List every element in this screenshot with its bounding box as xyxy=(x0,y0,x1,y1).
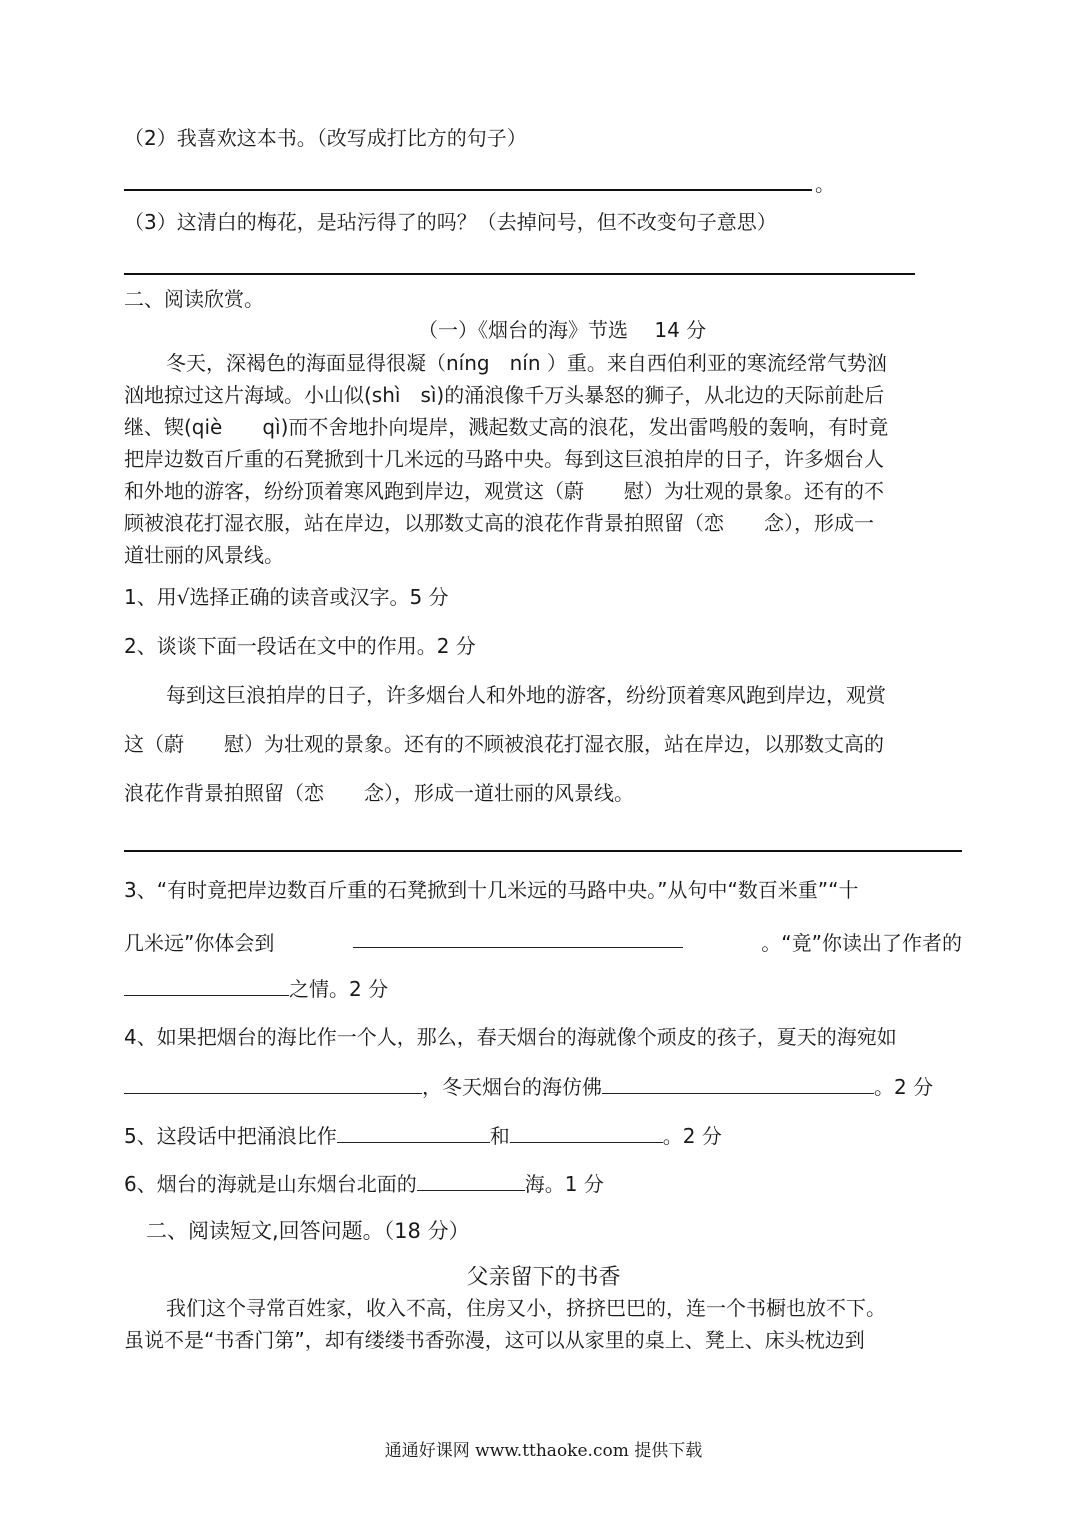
passage-line: 把岸边数百斤重的石凳掀到十几米远的马路中央。每到这巨浪拍岸的日子，许多烟台人 xyxy=(124,447,884,471)
question-4-line1: 4、如果把烟台的海比作一个人，那么，春天烟台的海就像个顽皮的孩子，夏天的海宛如 xyxy=(124,1025,897,1049)
question-3-rewrite-prompt: （3）这清白的梅花，是玷污得了的吗？（去掉问号，但不改变句子意思） xyxy=(124,210,777,234)
question-3-text-a: 几米远”你体会到 xyxy=(124,931,275,955)
question-2-rewrite-prompt: （2）我喜欢这本书。（改写成打比方的句子） xyxy=(124,126,527,150)
passage-title-yantai-sea: （一）《烟台的海》节选 14 分 xyxy=(418,318,707,342)
question-5-text-c: 。2 分 xyxy=(662,1124,722,1148)
passage-line: 冬天，深褐色的海面显得很凝（níng nín ）重。来自西伯利亚的寒流经常气势汹 xyxy=(166,351,887,375)
quote-line: 每到这巨浪拍岸的日子，许多烟台人和外地的游客，纷纷顶着寒风跑到岸边，观赏 xyxy=(166,683,886,707)
question-2: 2、谈谈下面一段话在文中的作用。2 分 xyxy=(124,634,476,658)
answer-line-q2[interactable] xyxy=(124,189,812,191)
passage-line: 虽说不是“书香门第”，却有缕缕书香弥漫，这可以从家里的桌上、凳上、床头枕边到 xyxy=(124,1328,865,1352)
blank-q3-feel[interactable] xyxy=(353,927,683,948)
section-heading-reading-appreciation: 二、阅读欣赏。 xyxy=(124,287,264,311)
answer-line-q2-end: 。 xyxy=(815,172,835,196)
question-3-line3 xyxy=(124,975,388,1001)
question-6-text-a: 6、烟台的海就是山东烟台北面的 xyxy=(124,1172,417,1196)
question-4-text-mid: ，冬天烟台的海仿佛 xyxy=(422,1075,602,1099)
question-6-text-b: 海。1 分 xyxy=(524,1172,604,1196)
quote-line: 浪花作背景拍照留（恋 念），形成一道壮丽的风景线。 xyxy=(124,781,634,805)
quote-line: 这（蔚 慰）为壮观的景象。还有的不顾被浪花打湿衣服，站在岸边，以那数丈高的 xyxy=(124,732,884,756)
question-3-text-b: 。“竟”你读出了作者的 xyxy=(761,931,962,955)
section-heading-short-reading: 二、阅读短文,回答问题。（18 分） xyxy=(146,1219,470,1243)
blank-q3-emotion[interactable] xyxy=(124,975,289,996)
blank-q6-sea[interactable] xyxy=(417,1170,525,1191)
question-5-text-a: 5、这段话中把涌浪比作 xyxy=(124,1124,337,1148)
footer-source-note: 通通好课网 www.tthaoke.com 提供下载 xyxy=(384,1441,703,1461)
question-5-text-b: 和 xyxy=(489,1124,510,1148)
question-5 xyxy=(124,1122,722,1148)
question-1: 1、用√选择正确的读音或汉字。5 分 xyxy=(124,585,449,609)
passage-line: 汹地掠过这片海域。小山似(shì sì)的涌浪像千万头暴怒的狮子，从北边的天际前赴后 xyxy=(124,383,885,407)
question-3-text-c: 之情。2 分 xyxy=(289,977,389,1001)
answer-line-question-2[interactable] xyxy=(124,850,962,852)
passage-title-father-book-fragrance: 父亲留下的书香 xyxy=(466,1265,621,1290)
passage-line: 顾被浪花打湿衣服，站在岸边，以那数丈高的浪花作背景拍照留（恋 念），形成一 xyxy=(124,511,874,535)
passage-line: 和外地的游客，纷纷顶着寒风跑到岸边，观赏这（蔚 慰）为壮观的景象。还有的不 xyxy=(124,479,884,503)
passage-line: 我们这个寻常百姓家，收入不高，住房又小，挤挤巴巴的，连一个书橱也放不下。 xyxy=(166,1296,886,1320)
question-3-line2 xyxy=(124,927,962,956)
question-4-line2 xyxy=(124,1073,933,1099)
question-3-line1: 3、“有时竟把岸边数百斤重的石凳掀到十几米远的马路中央。”从句中“数百米重”“十 xyxy=(124,878,859,902)
blank-q5-second[interactable] xyxy=(510,1122,663,1143)
passage-line: 继、锲(qiè qì)而不舍地扑向堤岸，溅起数丈高的浪花，发出雷鸣般的轰响，有时竟 xyxy=(124,415,889,439)
passage-line: 道壮丽的风景线。 xyxy=(124,543,284,567)
blank-q4-summer[interactable] xyxy=(124,1073,422,1094)
question-4-text-end: 。2 分 xyxy=(874,1075,934,1099)
blank-q5-first[interactable] xyxy=(337,1122,490,1143)
answer-line-q3[interactable] xyxy=(124,273,915,275)
blank-q4-winter[interactable] xyxy=(602,1073,874,1094)
question-6 xyxy=(124,1170,604,1196)
